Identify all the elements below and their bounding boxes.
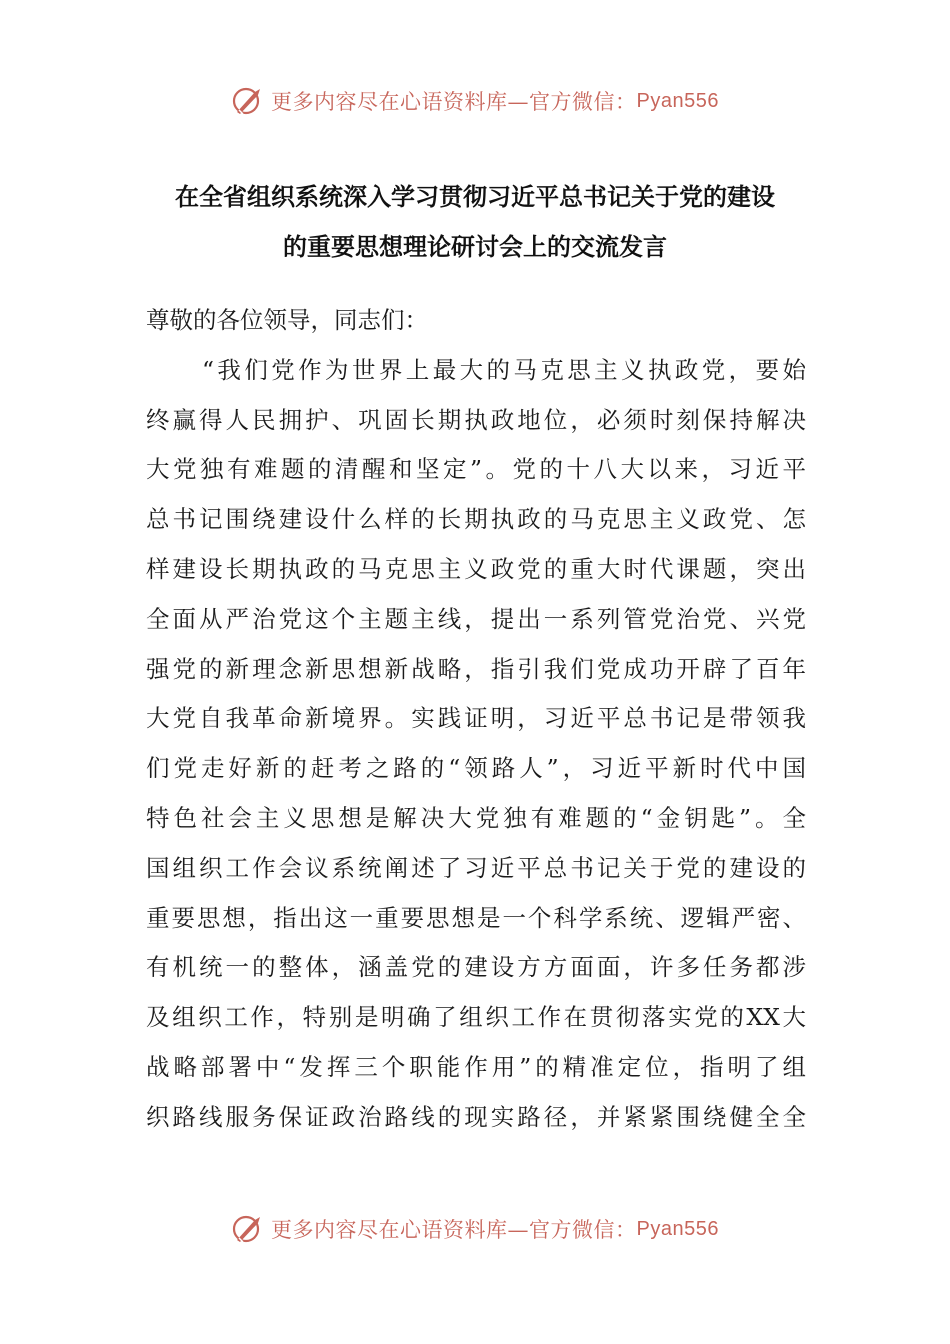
body-line: 战略部署中“发挥三个职能作用”的精准定位，指明了组: [146, 1052, 806, 1081]
body-line: 织路线服务保证政治路线的现实路径，并紧紧围绕健全全: [146, 1102, 806, 1131]
salutation: 尊敬的各位领导，同志们：: [146, 306, 428, 334]
body-line: 及组织工作，特别是明确了组织工作在贯彻落实党的XX大: [146, 1003, 806, 1032]
header-watermark-banner: [0, 84, 950, 118]
title-line-2: 的重要思想理论研讨会上的交流发言: [283, 232, 667, 261]
body-line: “我们党作为世界上最大的马克思主义执政党，要始: [202, 355, 806, 384]
document-body: [146, 296, 806, 1143]
banner-wechat-id: Pyan556: [636, 89, 719, 112]
title-line-1: 在全省组织系统深入学习贯彻习近平总书记关于党的建设: [175, 182, 775, 211]
banner-wechat-id: Pyan556: [636, 1217, 719, 1240]
body-line: 有机统一的整体，涵盖党的建设方方面面，许多任务都涉: [146, 953, 806, 982]
body-line: 强党的新理念新思想新战略，指引我们党成功开辟了百年: [146, 654, 806, 683]
banner-text: 更多内容尽在心语资料库—官方微信：: [271, 90, 637, 114]
document-title: [110, 172, 840, 272]
body-line: 全面从严治党这个主题主线，提出一系列管党治党、兴党: [146, 604, 806, 633]
body-line: 终赢得人民拥护、巩固长期执政地位，必须时刻保持解决: [146, 405, 806, 434]
pen-nib-icon: [231, 84, 265, 118]
body-line: 重要思想，指出这一重要思想是一个科学系统、逻辑严密、: [146, 903, 806, 932]
body-line: 国组织工作会议系统阐述了习近平总书记关于党的建设的: [146, 853, 806, 882]
body-line: 特色社会主义思想是解决大党独有难题的“金钥匙”。全: [146, 803, 806, 832]
banner-text: 更多内容尽在心语资料库—官方微信：: [271, 1218, 637, 1242]
pen-nib-icon: [231, 1212, 265, 1246]
body-line: 们党走好新的赶考之路的“领路人”，习近平新时代中国: [146, 754, 806, 783]
body-line: 大党独有难题的清醒和坚定”。党的十八大以来，习近平: [146, 455, 806, 484]
footer-watermark-banner: [0, 1212, 950, 1246]
body-line: 总书记围绕建设什么样的长期执政的马克思主义政党、怎: [146, 505, 806, 534]
body-line: 大党自我革命新境界。实践证明，习近平总书记是带领我: [146, 704, 806, 733]
body-line: 样建设长期执政的马克思主义政党的重大时代课题，突出: [146, 554, 806, 583]
